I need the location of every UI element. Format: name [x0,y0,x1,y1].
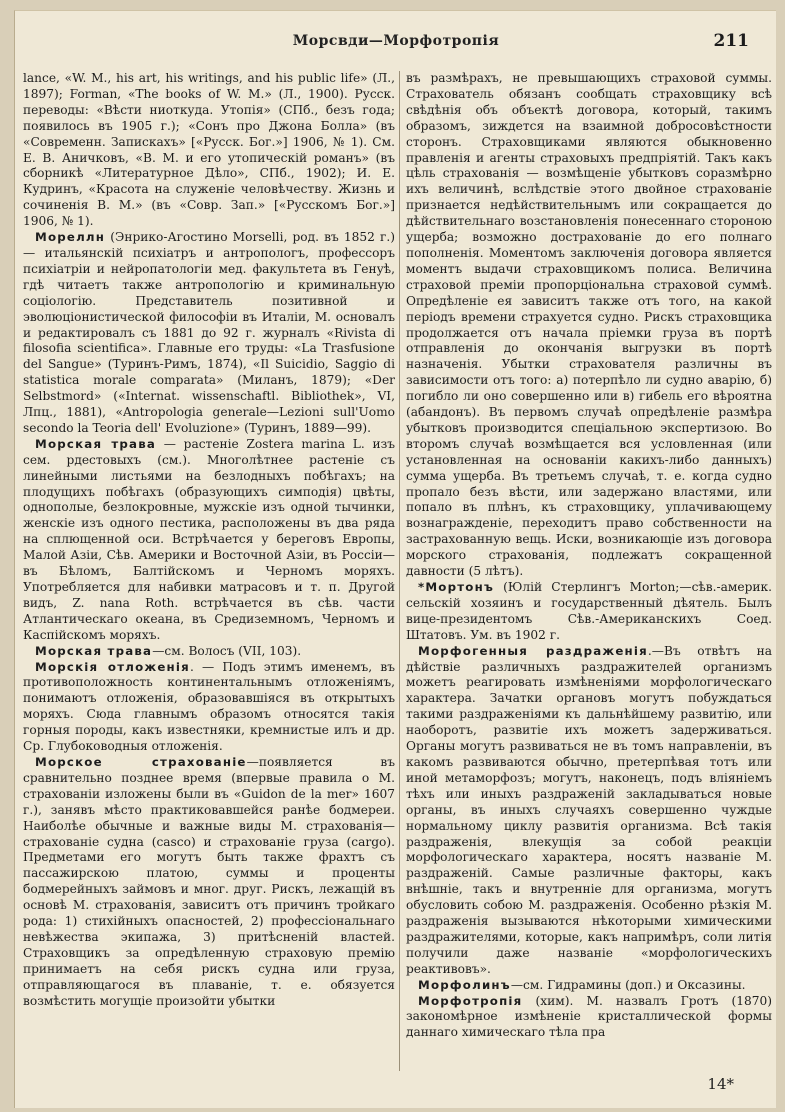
printer-signature: 14* [707,1075,734,1093]
article-entry [23,71,395,230]
entry-text: .—Въ отвѣтъ на дѣйствіе различныхъ раздражителей организмъ можетъ реагировать измѣненіями морфологическаго характера. Зачатки органовъ могутъ побуждаться такими раздраженіями къ дальнѣйшему развитію, или наоборотъ, развитіе ихъ можетъ задерживаться. Органы могутъ развиваться не въ томъ направленіи, въ какомъ развиваются обычно, претерпѣвая тотъ или иной метаморфозъ; могутъ, наконецъ, подъ вліяніемъ тѣхъ или иныхъ раздраженій закладываться новые органы, въ иныхъ случаяхъ совершенно чуждые нормальному циклу развитія организма. Всѣ такія раздраженія, влекущія за собой реакціи морфологическаго характера, носятъ названіе М. раздраженій. Самые различные факторы, какъ внѣшніе, такъ и внутренніе для организма, могутъ обусловить собою М. раздраженія. Особенно рѣзкія М. раздраженія вызываются нѣкоторыми химическими раздражителями, которые, какъ напримѣръ, соли литія получили даже названіе «морфологическихъ реактивовъ». [406,643,772,976]
entry-text: (Энрико-Агостино Morselli, род. въ 1852 г.) — итальянскій психіатръ и антропологъ, профессоръ психіатріи и нейропатологіи мед. факультета въ Генуѣ, гдѣ читаетъ также антропологію и криминальную соціологію. Представитель позитивной и эволюціонистической философіи въ Италіи, М. основалъ и редактировалъ съ 1881 до 92 г. журналъ «Rivista di filosofia scientifica». Главные его труды: «La Trasfusione del Sangue» (Туринъ-Римъ, 1874), «Il Suicidio, Saggio di statistica morale comparata» (Миланъ, 1879); «Der Selbstmord» («Internat. wissenschaftl. Bibliothek», VI, Лпц., 1881), «Antropologia generale—Lezioni sull'Uomo secondo la Teoria dell' Evoluzione» (Туринъ, 1889—99). [23,230,395,435]
entry-text: (Юлій Стерлингъ Morton;—сѣв.-америк. сельскій хозяинъ и государственный дѣятель. Былъ вице-президентомъ Сѣв.-Американскихъ Соед. Штатовъ. Ум. въ 1902 г. [406,580,772,642]
entry-text: въ размѣрахъ, не превышающихъ страховой суммы. Страхователь обязанъ сообщать страховщику всѣ свѣдѣнія объ объектѣ договора, который, такимъ образомъ, зиждется на взаимной добросовѣстности сторонъ. Страховщиками являются обыкновенно правленія и агенты страховыхъ предпріятій. Такъ какъ цѣль страхованія — возмѣщеніе убытковъ соразмѣрно ихъ величинѣ, вслѣдствіе этого двойное страхованіе признается недѣйствительнымъ или сокращается до дѣйствительнаго возстановленія понесеннаго стороною ущерба; возможно дострахованіе до его полнаго пополненія. Моментомъ заключенія договора является моментъ выдачи страховщикомъ полиса. Величина страховой преміи пропорціональна страховой суммѣ. Опредѣленіе ея зависитъ также отъ того, на какой періодъ времени страхуется судно. Рискъ страховщика продолжается отъ начала пріемки груза въ портѣ отправленія до окончанія выгрузки въ портѣ назначенія. Убытки страхователя различны въ зависимости отъ того: а) потерпѣло ли судно аварію, б) погибло ли оно совершенно или в) гибель его вѣроятна (абандонъ). Въ первомъ случаѣ опредѣленіе размѣра убытковъ производится спеціальною экспертизою. Во второмъ случаѣ возмѣщается вся условленная (или установленная на основаніи какихъ-либо данныхъ) сумма ущерба. Въ третьемъ случаѣ, т. е. когда судно пропало безъ вѣсти, или задержано властями, или попало въ плѣнъ, къ страховщику, уплачивающему вознагражденіе, переходитъ право собственности на застрахованную вещь. Иски, возникающіе изъ договора морского страхованія, подлежатъ сокращенной давности (5 лѣтъ). [406,71,772,579]
entry-text: — растеніе Zostera marina L. изъ сем. рдестовыхъ (см.). Многолѣтнее растеніе съ линейными листьями на безлодныхъ побѣгахъ; на плодущихъ побѣгахъ (образующихъ симподія) цвѣты, однополые, безлокровные, мужскіе изъ одной тычинки, женскіе изъ одного пестика, расположены въ два ряда на сплющенной оси. Встрѣчается у береговъ Европы, Малой Азіи, Сѣв. Америки и Восточной Азіи, въ Россіи—въ Бѣломъ, Балтійскомъ и Черномъ моряхъ. Употребляется для набивки матрасовъ и т. п. Другой видъ, Z. nana Roth. встрѣчается въ сѣв. части Атлантическаго океана, въ Средиземномъ, Черномъ и Каспійскомъ моряхъ. [23,436,395,642]
entry-headword: Морскія отложенія [35,659,190,674]
entry-text: —см. Волосъ (VII, 103). [152,643,302,658]
entry-headword: Морфогенныя раздраженія [418,643,648,658]
left-column [23,71,395,1071]
article-entry [406,71,772,580]
entry-headword: *Мортонъ [418,580,495,594]
article-entry [23,644,395,660]
page-number: 211 [713,31,749,51]
page [14,10,776,1108]
entry-headword: Морфолинъ [418,977,511,992]
entry-headword: Мореллн [35,230,106,245]
entry-headword: Морфотропія [418,993,523,1008]
entry-text: —см. Гидрамины (доп.) и Оксазины. [510,977,746,992]
page-title: Морсвди—Морфотропія [292,33,500,49]
entry-headword: Морская трава [35,643,153,658]
entry-headword: Морская трава [35,436,157,451]
article-entry [23,437,395,644]
article-entry [406,580,772,644]
right-column [399,71,772,1071]
entry-text: —появляется въ сравнительно позднее время (впервые правила о М. страхованіи изложены были въ «Guidon de la mer» 1607 г.), занявъ мѣсто практиковавшейся ранѣе бодмереи. Наиболѣе обычные и важные виды М. страхованія—страхованіе судна (casco) и страхованіе груза (cargo). Предметами его могутъ быть также фрахтъ съ пассажирскою платою, суммы и проценты бодмерейныхъ займовъ и мног. друг. Рискъ, лежащій въ основѣ М. страхованія, зависитъ отъ причинъ тройкаго рода: 1) стихійныхъ опасностей, 2) профессіональнаго невѣжества экипажа, 3) притѣсненій властей. Страховщикъ за опредѣленную страховую премію принимаетъ на себя рискъ судна или груза, отправляющагося въ плаваніе, т. е. обязуется возмѣстить могущіе произойти убытки [23,754,395,1008]
article-entry [23,660,395,755]
entry-text: . — Подъ этимъ именемъ, въ противоположность континентальнымъ отложеніямъ, понимаютъ отложенія, образовавшіяся въ открытыхъ моряхъ. Сюда главнымъ образомъ относятся такія горныя породы, какъ известняки, кремнистые илъ и др. Ср. Глубоководныя отложенія. [23,659,395,754]
entry-text: (хим). М. назвалъ Гротъ (1870) закономѣрное измѣненіе кристаллической формы даннаго химическаго тѣла пра [406,993,772,1040]
article-entry [406,978,772,994]
article-entry [406,644,772,978]
entry-headword: Морское страхованіе [35,754,247,769]
running-header [15,33,777,55]
article-entry [406,994,772,1042]
entry-text: lance, «W. M., his art, his writings, and his public life» (Л., 1897); Forman, «The books of W. M.» (Л., 1900). Русск. переводы: «Вѣсти ниоткуда. Утопія» (СПб., безъ года; появилось въ 1905 г.); «Сонъ про Джона Болла» (въ «Современн. Запискахъ» [«Русск. Бог.»] 1906, № 1). См. Е. В. Аничковъ, «В. М. и его утопическій романъ» (въ сборникѣ «Литературное Дѣло», СПб., 1902); И. Е. Кудринъ, «Красота на служеніе человѣчеству. Жизнь и сочиненія В. М.» (въ «Совр. Зап.» [«Русскомъ Бог.»] 1906, № 1). [23,71,395,229]
article-entry [23,230,395,437]
article-entry [23,755,395,1010]
